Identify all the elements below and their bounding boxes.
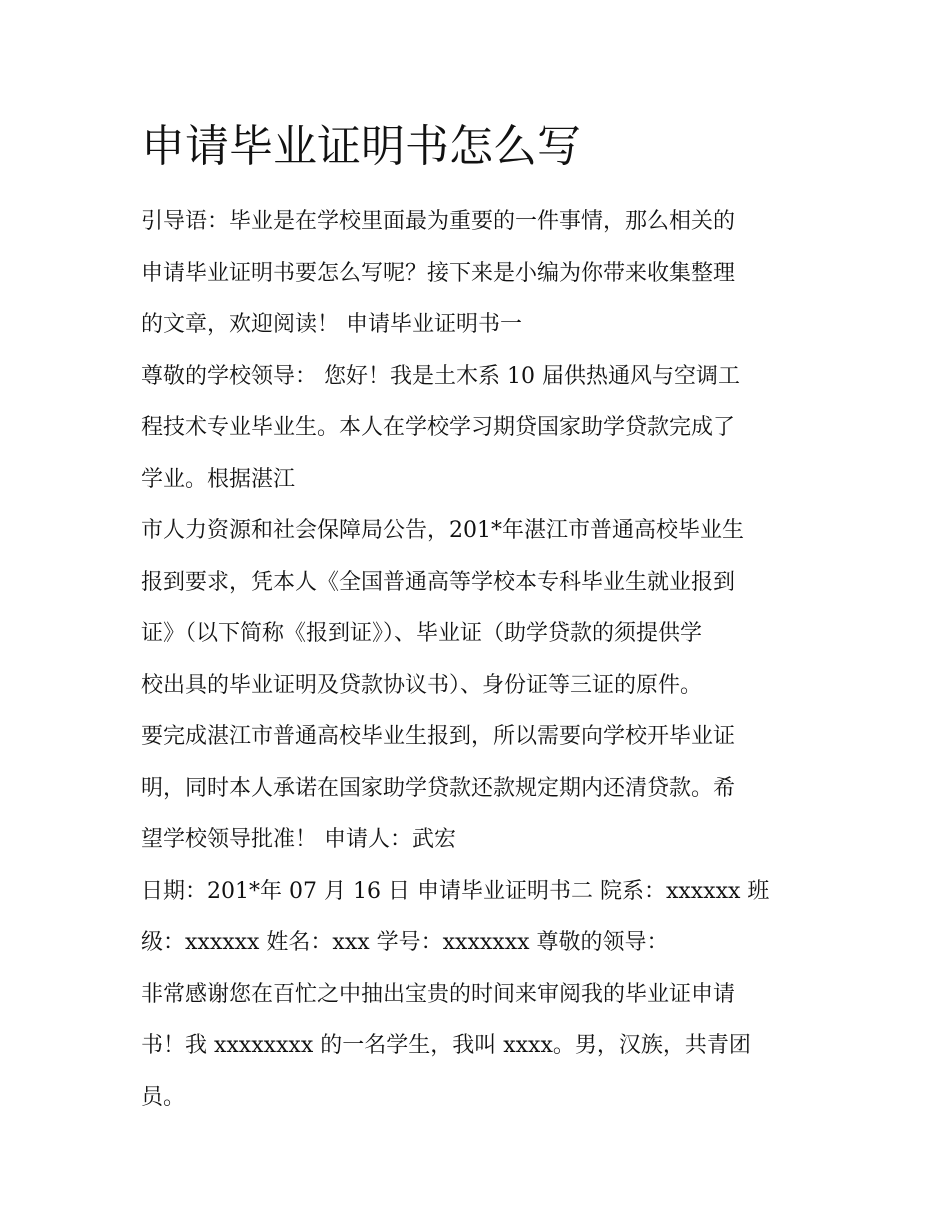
body-line: 市人力资源和社会保障局公告，201*年湛江市普通高校毕业生 <box>141 518 744 543</box>
body-line: 程技术专业毕业生。本人在学校学习期贷国家助学贷款完成了 <box>141 415 736 440</box>
body-line: 员。 <box>141 1084 186 1110</box>
body-line: 级：xxxxxx 姓名：xxx 学号：xxxxxxx 尊敬的领导： <box>141 930 669 955</box>
document-title: 申请毕业证明书怎么写 <box>141 121 581 172</box>
body-line: 报到要求，凭本人《全国普通高等学校本专科毕业生就业报到 <box>141 569 736 595</box>
body-line: 证》（以下简称《报到证》）、毕业证（助学贷款的须提供学 <box>141 621 703 646</box>
body-line: 书！我 xxxxxxxx 的一名学生，我叫 xxxx。男，汉族，共青团 <box>141 1033 751 1058</box>
body-line: 日期：201*年 07 月 16 日 申请毕业证明书二 院系：xxxxxx 班 <box>141 878 770 904</box>
body-line: 申请毕业证明书要怎么写呢？接下来是小编为你带来收集整理 <box>141 260 736 286</box>
body-line: 引导语：毕业是在学校里面最为重要的一件事情，那么相关的 <box>141 209 736 234</box>
body-line: 尊敬的学校领导： 您好！我是土木系 10 届供热通风与空调工 <box>141 363 740 389</box>
document-body <box>141 200 821 1127</box>
body-line: 校出具的毕业证明及贷款协议书）、身份证等三证的原件。 <box>141 672 703 698</box>
body-line: 明，同时本人承诺在国家助学贷款还款规定期内还清贷款。希 <box>141 775 736 801</box>
body-line: 非常感谢您在百忙之中抽出宝贵的时间来审阅我的毕业证申请 <box>141 981 736 1007</box>
body-line: 望学校领导批准！ 申请人：武宏 <box>141 827 456 852</box>
body-line: 要完成湛江市普通高校毕业生报到，所以需要向学校开毕业证 <box>141 724 736 749</box>
body-line: 学业。根据湛江 <box>141 466 296 492</box>
body-line: 的文章，欢迎阅读！ 申请毕业证明书一 <box>141 312 522 337</box>
